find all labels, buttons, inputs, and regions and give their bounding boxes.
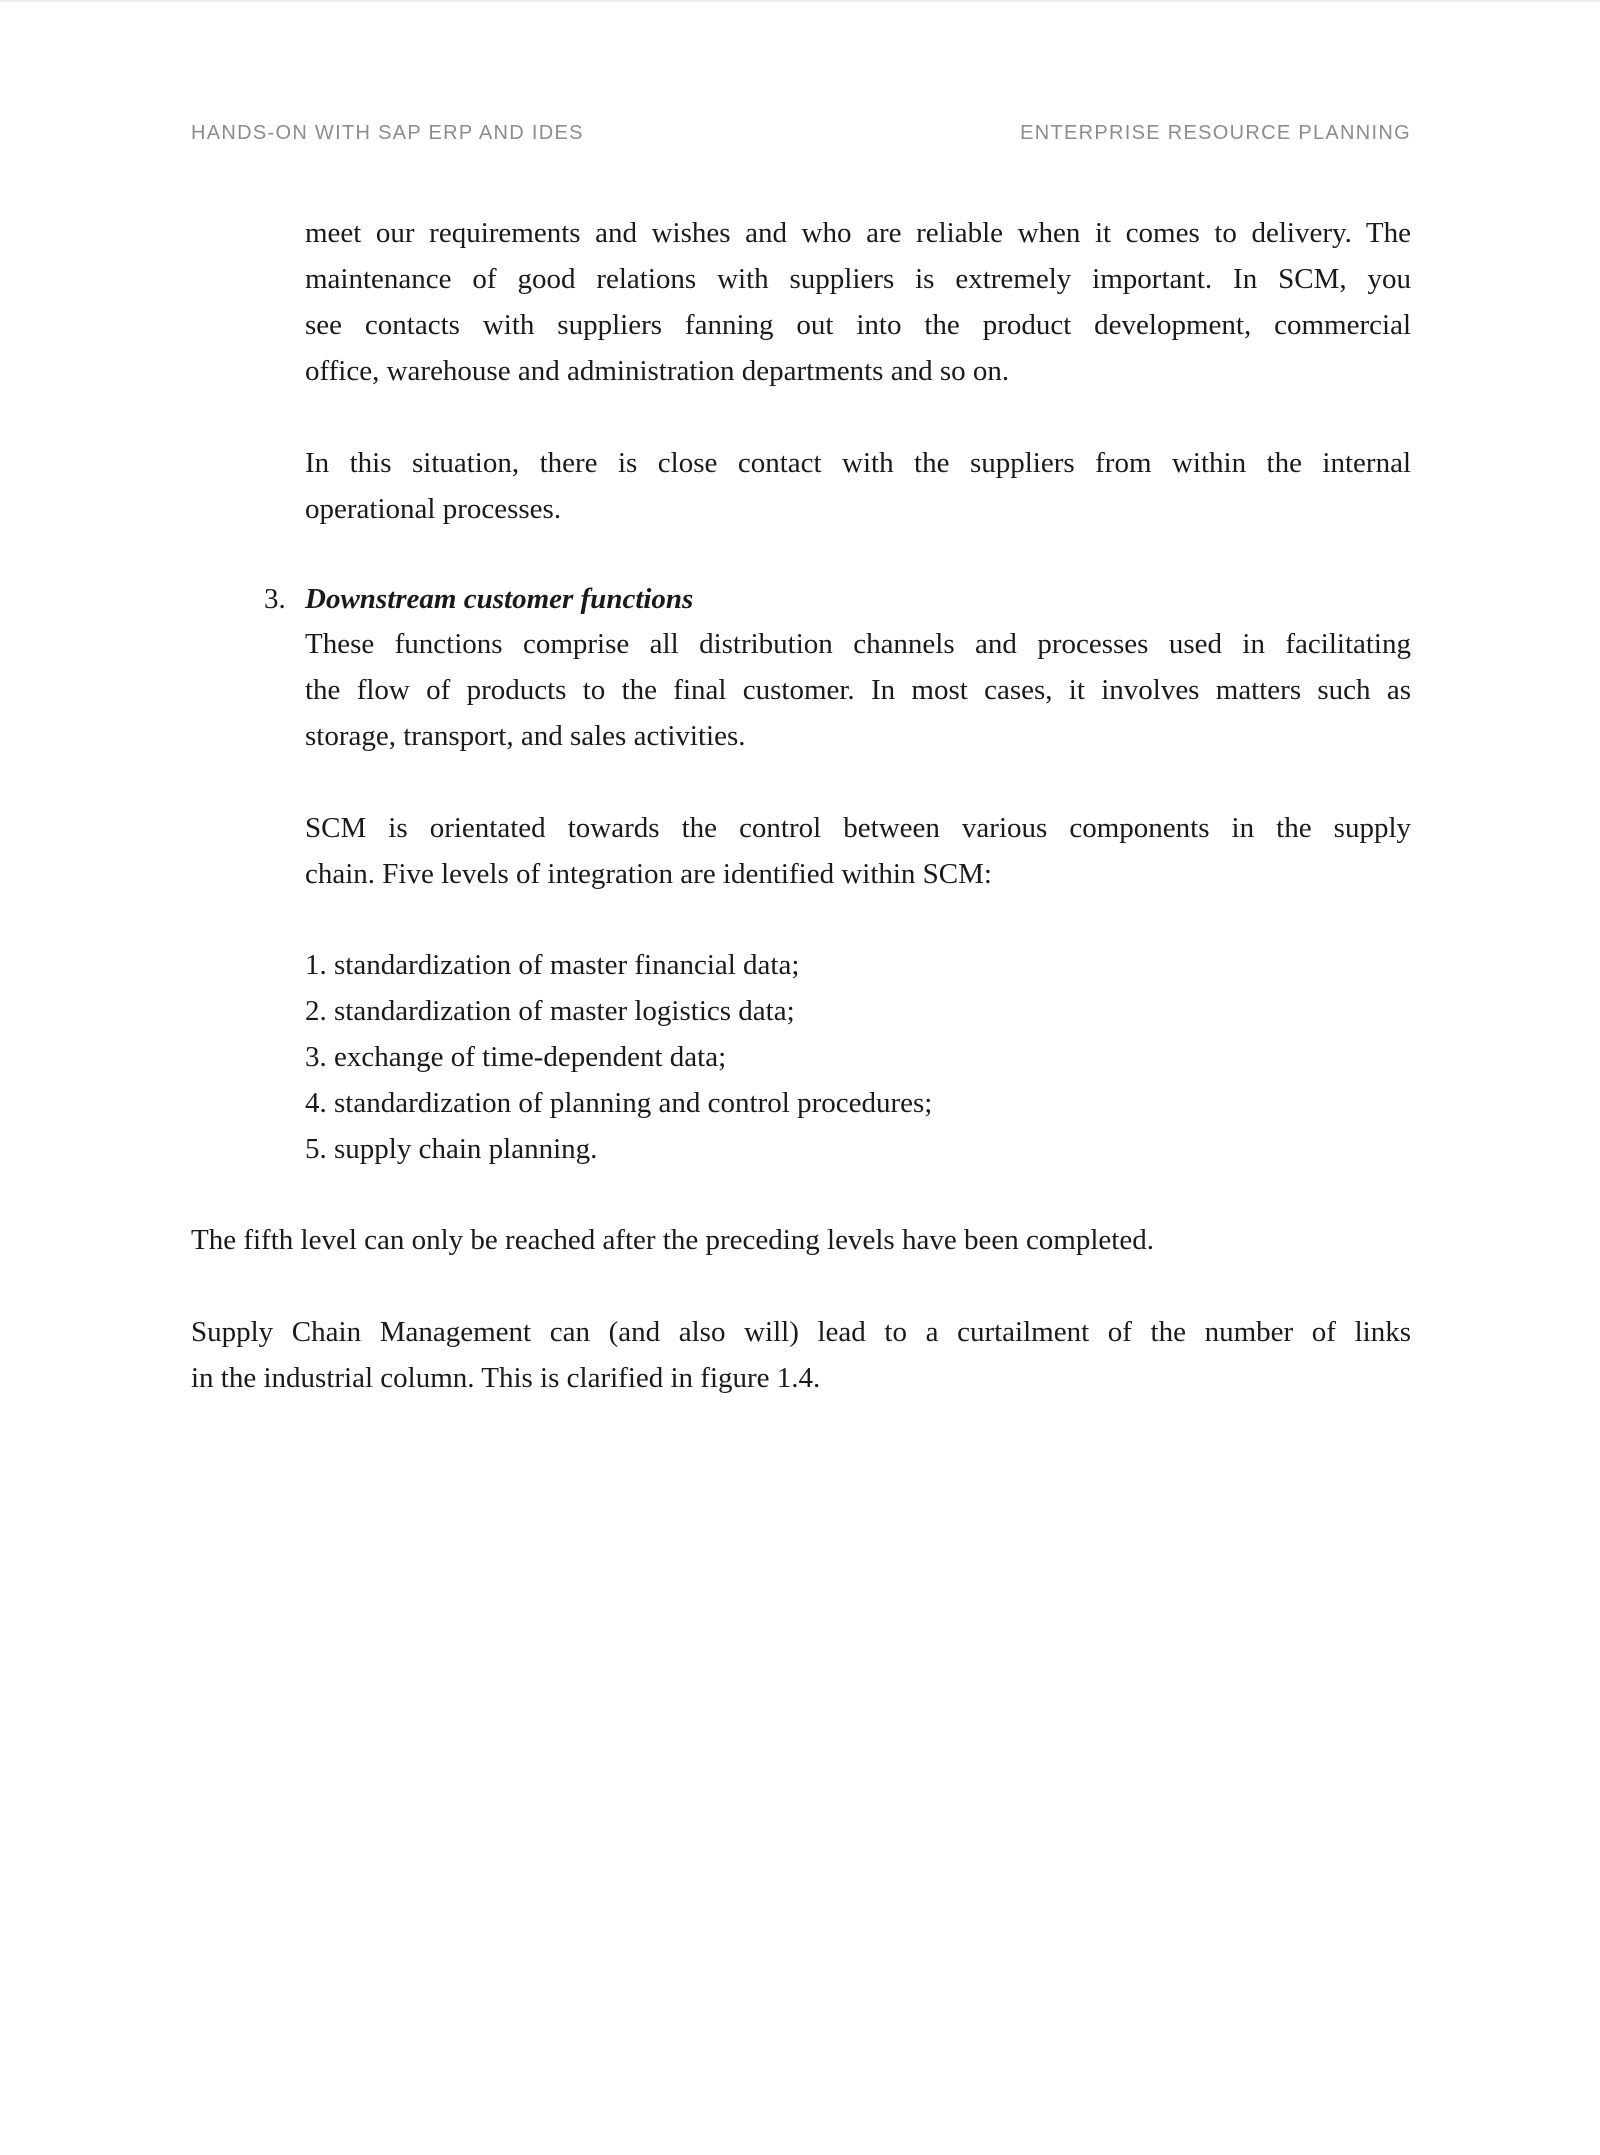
text-line: in the industrial column. This is clarified in figure 1.4. <box>191 1362 821 1394</box>
list-item: 1. standardization of master financial data; <box>305 949 800 981</box>
text-line: see contacts with suppliers fanning out into the product development, commercial <box>305 309 1411 341</box>
list-item-heading-downstream <box>264 576 693 622</box>
running-header-book-title: HANDS-ON WITH SAP ERP AND IDES <box>191 122 584 144</box>
paragraph-supplier-relations <box>305 210 1411 394</box>
text-line: meet our requirements and wishes and who are reliable when it comes to delivery. The <box>305 217 1411 249</box>
text-line: office, warehouse and administration departments and so on. <box>305 355 1010 387</box>
text-line: maintenance of good relations with suppliers is extremely important. In SCM, you <box>305 263 1411 295</box>
list-item: 2. standardization of master logistics data; <box>305 995 795 1027</box>
list-item: 5. supply chain planning. <box>305 1133 598 1165</box>
paragraph-close-contact <box>305 440 1411 532</box>
integration-levels-list <box>305 942 1411 1172</box>
text-line: These functions comprise all distribution channels and processes used in facilitating <box>305 628 1411 660</box>
list-item: 4. standardization of planning and control procedures; <box>305 1087 933 1119</box>
list-number: 3. <box>264 583 286 615</box>
text-line: storage, transport, and sales activities. <box>305 720 746 752</box>
paragraph-curtailment <box>191 1309 1411 1401</box>
text-line: Supply Chain Management can (and also will) lead to a curtailment of the number of links <box>191 1316 1411 1348</box>
list-item-title: Downstream customer functions <box>305 583 694 615</box>
paragraph-fifth-level <box>191 1217 1411 1263</box>
text-line: SCM is orientated towards the control between various components in the supply <box>305 812 1411 844</box>
text-line: The fifth level can only be reached after the preceding levels have been completed. <box>191 1224 1154 1256</box>
running-header-chapter-title: ENTERPRISE RESOURCE PLANNING <box>1020 122 1411 144</box>
list-item: 3. exchange of time-dependent data; <box>305 1041 727 1073</box>
text-line: operational processes. <box>305 493 562 525</box>
text-line: chain. Five levels of integration are identified within SCM: <box>305 858 992 890</box>
paragraph-downstream-description <box>305 621 1411 759</box>
text-line: the flow of products to the final customer. In most cases, it involves matters such as <box>305 674 1411 706</box>
text-line: In this situation, there is close contact with the suppliers from within the internal <box>305 447 1411 479</box>
paragraph-scm-integration <box>305 805 1411 897</box>
